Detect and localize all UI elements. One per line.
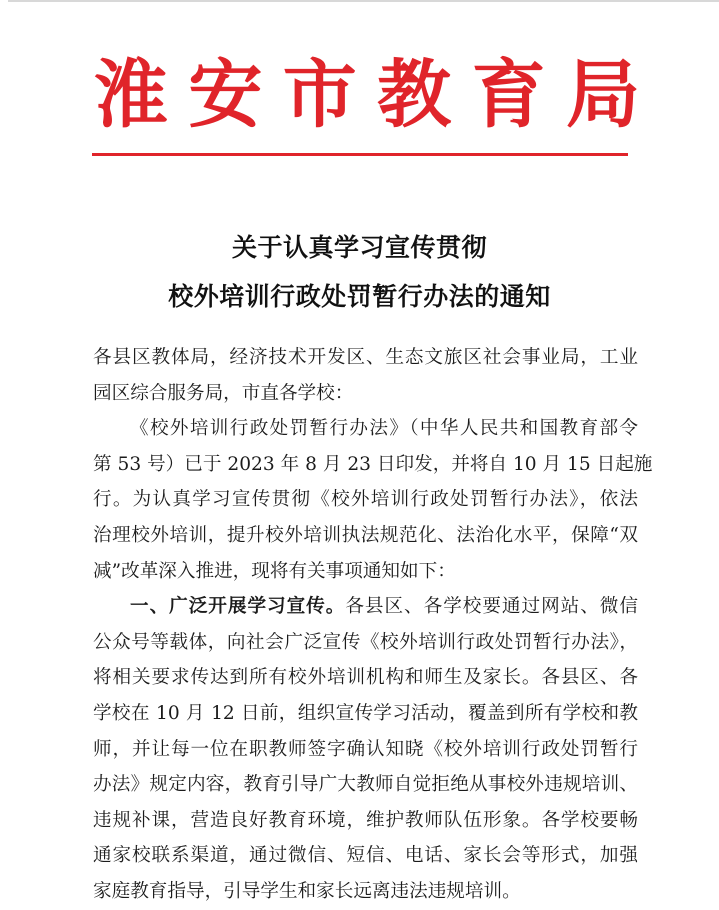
paragraph-line: 减”改革深入推进，现将有关事项通知如下：	[93, 560, 456, 582]
paragraph-line: 办法》规定内容，教育引导广大教师自觉拒绝从事校外违规培训、	[93, 774, 638, 796]
salutation-line: 园区综合服务局，市直各学校：	[93, 382, 354, 404]
letterhead-char: 安	[188, 52, 263, 138]
document-title-line-1: 关于认真学习宣传贯彻	[231, 233, 487, 262]
paragraph-line: 通家校联系渠道，通过微信、短信、电话、家长会等形式，加强	[93, 845, 638, 867]
paragraph-line: 师，并让每一位在职教师签字确认知晓《校外培训行政处罚暂行	[93, 738, 638, 760]
section-1-text: 各县区、各学校要通过网站、微信	[345, 596, 638, 618]
paragraph-line: 将相关要求传达到所有校外培训机构和师生及家长。各县区、各	[93, 667, 638, 689]
paragraph-line: 家庭教育指导，引导学生和家长远离违法违规培训。	[93, 880, 521, 902]
paragraph-line: 学校在 10 月 12 日前，组织宣传学习活动，覆盖到所有学校和教	[93, 702, 638, 724]
letterhead-char: 教	[377, 52, 452, 138]
salutation-line: 各县区教体局，经济技术开发区、生态文旅区社会事业局，工业	[93, 347, 638, 368]
section-1-first-line	[93, 589, 638, 625]
paragraph-line: 公众号等载体，向社会广泛宣传《校外培训行政处罚暂行办法》，	[93, 631, 638, 653]
section-1-heading: 一、广泛开展学习宣传。	[130, 596, 346, 618]
letterhead-char: 淮	[94, 52, 168, 138]
document-title-line-2: 校外培训行政处罚暂行办法的通知	[168, 282, 551, 311]
letterhead-char: 育	[471, 52, 546, 138]
letterhead-char: 局	[565, 52, 640, 138]
paragraph-line: 行。为认真学习宣传贯彻《校外培训行政处罚暂行办法》，依法	[93, 489, 638, 511]
letterhead	[94, 50, 640, 140]
letterhead-red-rule	[92, 153, 628, 156]
paragraph-line: 第 53 号）已于 2023 年 8 月 23 日印发，并将自 10 月 15 日起施	[93, 453, 653, 475]
document-body	[93, 340, 653, 910]
paragraph-line: 《校外培训行政处罚暂行办法》（中华人民共和国教育部令	[130, 418, 638, 440]
paragraph-line: 违规补课，营造良好教育环境，维护教师队伍形象。各学校要畅	[93, 809, 638, 831]
page-top-edge	[8, 0, 719, 2]
paragraph-line: 治理校外培训，提升校外培训执法规范化、法治化水平，保障“双	[93, 524, 638, 546]
letterhead-char: 市	[282, 52, 357, 138]
